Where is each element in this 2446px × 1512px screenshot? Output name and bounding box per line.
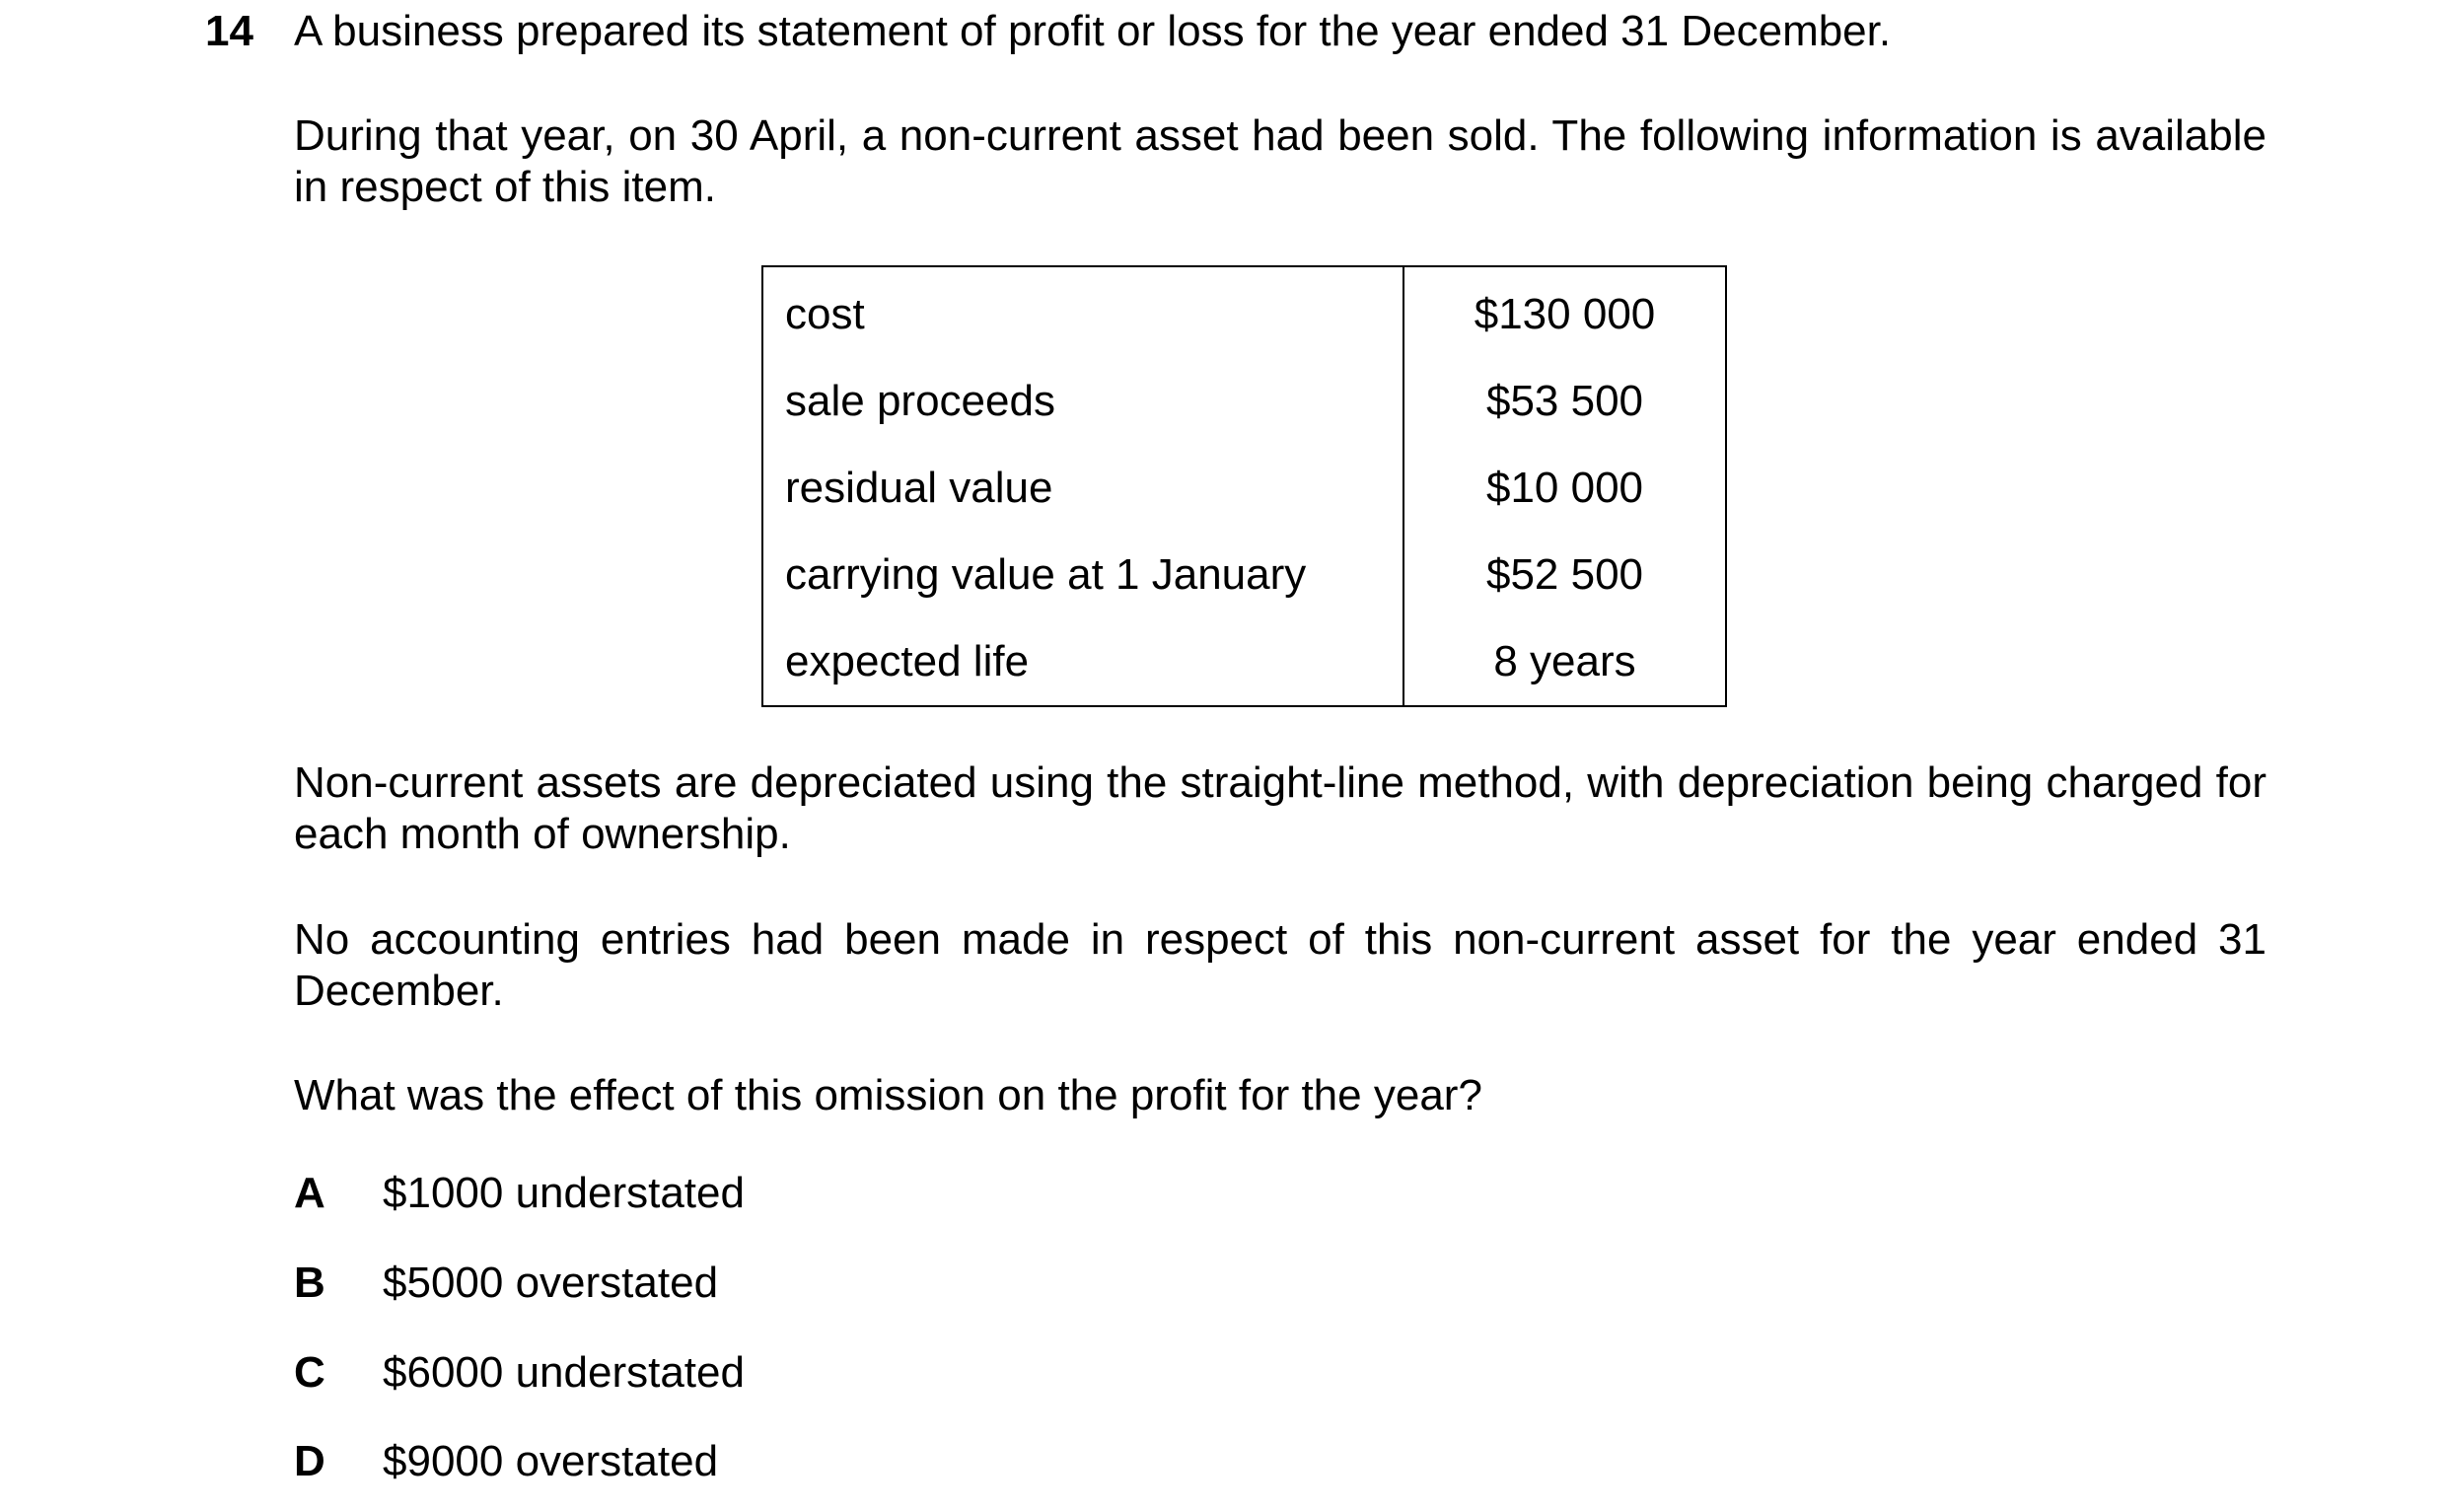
row-value: $10 000 xyxy=(1485,464,1644,512)
option-letter: D xyxy=(294,1437,325,1485)
asset-data-table xyxy=(761,265,1727,707)
row-value: $53 500 xyxy=(1485,377,1644,425)
row-value: 8 years xyxy=(1493,637,1636,685)
row-value: $130 000 xyxy=(1474,290,1656,338)
row-label: expected life xyxy=(762,618,1403,706)
question-intro: A business prepared its statement of profit or loss for the year ended 31 December. xyxy=(294,7,1892,55)
row-label: carrying value at 1 January xyxy=(762,532,1403,618)
table-row xyxy=(762,618,1726,706)
option-letter: B xyxy=(294,1259,325,1307)
question-number: 14 xyxy=(205,7,253,55)
row-label: sale proceeds xyxy=(762,358,1403,445)
option-text: $6000 understated xyxy=(383,1348,745,1397)
row-value: $52 500 xyxy=(1485,550,1644,599)
table-row xyxy=(762,358,1726,445)
row-label: residual value xyxy=(762,445,1403,532)
omission-note: No accounting entries had been made in respect of this non-current asset for the year ended 31 December. xyxy=(294,915,2266,1015)
depreciation-note: Non-current assets are depreciated using the straight-line method, with depreciation being charged for each month of ownership. xyxy=(294,758,2266,858)
option-letter: C xyxy=(294,1348,325,1397)
asset-info-paragraph: During that year, on 30 April, a non-current asset had been sold. The following information is available in respect of this item. xyxy=(294,111,2266,211)
option-text: $9000 overstated xyxy=(383,1437,719,1485)
table-row xyxy=(762,445,1726,532)
option-text: $5000 overstated xyxy=(383,1259,719,1307)
row-label: cost xyxy=(762,266,1403,358)
option-letter: A xyxy=(294,1169,325,1217)
option-text: $1000 understated xyxy=(383,1169,745,1217)
table-row xyxy=(762,532,1726,618)
table-row xyxy=(762,266,1726,358)
question-prompt: What was the effect of this omission on the profit for the year? xyxy=(294,1071,1482,1119)
